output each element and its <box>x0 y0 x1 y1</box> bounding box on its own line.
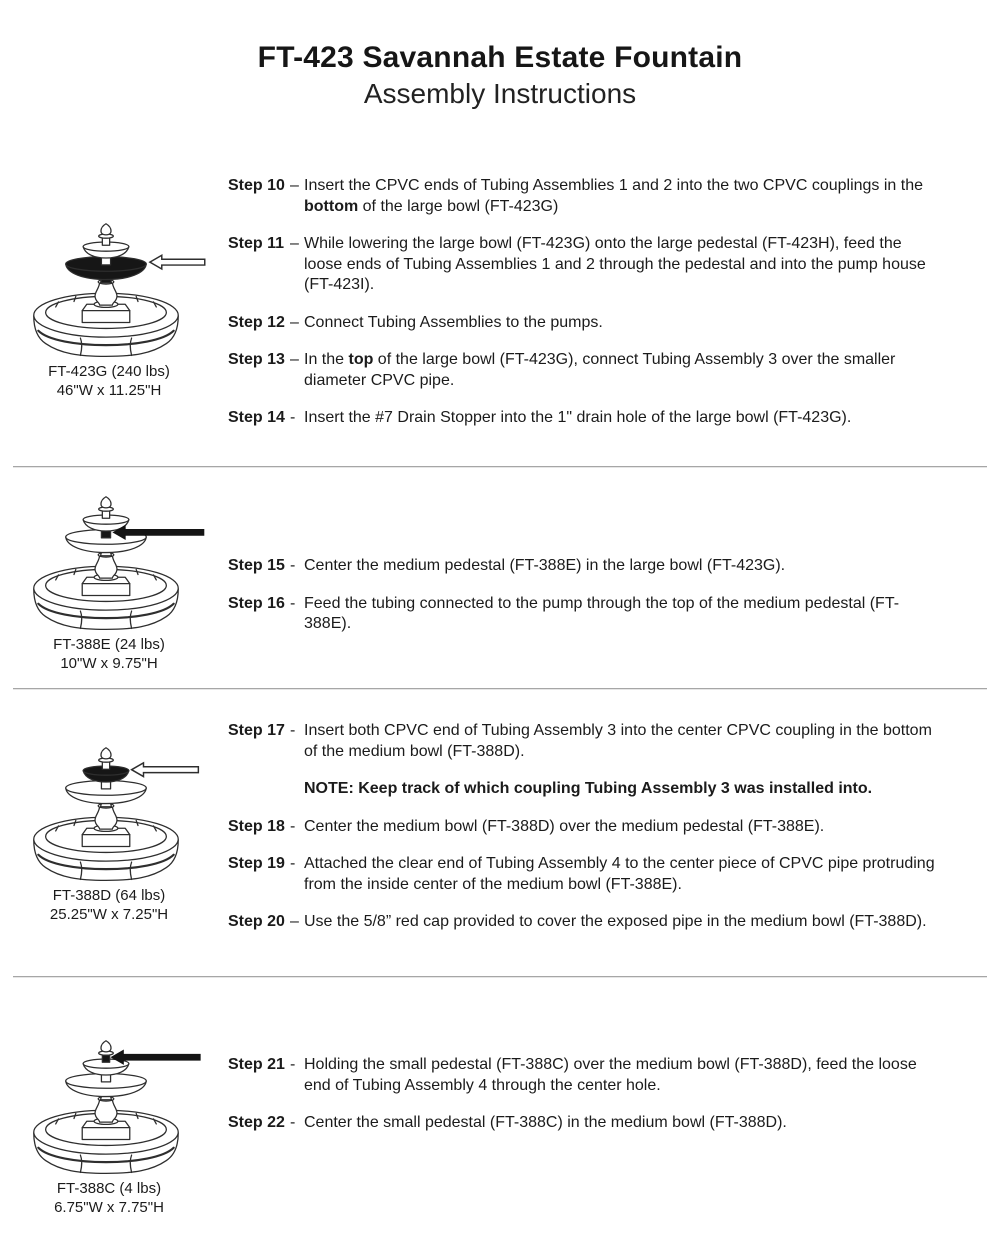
fountain-figure-ft388e <box>2 494 216 633</box>
figure-caption <box>48 362 170 400</box>
step-item <box>228 556 972 577</box>
steps-list <box>218 978 1000 1151</box>
page-title: FT-423 Savannah Estate Fountain <box>257 41 743 74</box>
fountain-figure-ft423g <box>2 221 216 360</box>
steps-list <box>218 176 1000 446</box>
fountain-illustration <box>28 745 216 884</box>
step-text: Center the small pedestal (FT-388C) in the medium bowl (FT-388D). <box>304 1114 787 1131</box>
figure-caption <box>50 886 168 924</box>
outline-left-arrow-icon <box>132 763 199 777</box>
step-text: Connect Tubing Assemblies to the pumps. <box>304 313 603 331</box>
step-item <box>228 854 972 895</box>
outline-left-arrow-icon <box>150 255 205 269</box>
step-label: Step 13 <box>228 351 285 368</box>
step-label: Step 19 <box>228 855 285 872</box>
step-dash: - <box>290 817 296 835</box>
step-text: Attached the clear end of Tubing Assembly 4 to the center piece of CPVC pipe protruding from the inside center of the medium bowl (FT-388E). <box>304 855 935 893</box>
finial-shape <box>99 497 114 511</box>
figure-part-number: FT-388D (64 lbs) <box>52 887 166 904</box>
figure-dimensions: 46"W x 11.25"H <box>56 382 162 399</box>
large-pedestal-shape <box>94 280 118 308</box>
step-item <box>228 234 972 296</box>
large-pedestal-shape <box>94 1097 118 1125</box>
step-label: Step 21 <box>228 1056 285 1073</box>
step-item <box>228 594 972 635</box>
finial-shape <box>99 1041 114 1055</box>
step-dash: – <box>290 351 299 368</box>
steps-list <box>218 468 1000 652</box>
step-dash: - <box>290 557 296 574</box>
large-pedestal-shape <box>94 553 118 581</box>
finial-shape <box>99 748 114 762</box>
page-header <box>0 0 1000 110</box>
figure-caption <box>54 1179 164 1217</box>
step-label: Step 11 <box>228 235 285 252</box>
assembly-section-4 <box>0 978 1000 1246</box>
assembly-section-2 <box>0 468 1000 688</box>
figure-dimensions: 25.25"W x 7.25"H <box>49 906 169 923</box>
step-item <box>228 817 972 838</box>
step-text: In the top of the large bowl (FT-423G), connect Tubing Assembly 3 over the smaller diameter CPVC pipe. <box>304 351 896 389</box>
step-dash: - <box>290 722 296 739</box>
step-item <box>228 408 972 429</box>
step-label: Step 20 <box>228 913 285 930</box>
step-dash: - <box>290 409 296 426</box>
figure-part-number: FT-388C (4 lbs) <box>56 1180 162 1197</box>
step-label: Step 10 <box>228 177 285 194</box>
step-text: NOTE: Keep track of which coupling Tubing Assembly 3 was installed into. <box>304 780 873 797</box>
step-item <box>228 912 972 933</box>
fountain-illustration <box>28 494 216 633</box>
figure-part-number: FT-423G (240 lbs) <box>48 363 170 380</box>
note-line <box>304 779 972 800</box>
step-item <box>228 721 972 762</box>
step-text: Use the 5/8” red cap provided to cover the exposed pipe in the medium bowl (FT-388D). <box>304 913 927 930</box>
step-text: Insert the #7 Drain Stopper into the 1" drain hole of the large bowl (FT-423G). <box>304 409 852 426</box>
step-label: Step 18 <box>228 817 285 835</box>
step-item <box>228 1055 972 1096</box>
step-dash: – <box>290 913 299 930</box>
step-label: Step 12 <box>228 313 285 331</box>
assembly-section-3 <box>0 690 1000 976</box>
figure-dimensions: 10"W x 9.75"H <box>60 655 158 672</box>
step-text: While lowering the large bowl (FT-423G) onto the large pedestal (FT-423H), feed the loose ends of Tubing Assemblies 1 and 2 through the pedestal and into the pump house (FT-423I). <box>304 235 926 293</box>
fountain-illustration <box>28 1038 216 1177</box>
step-text: Insert both CPVC end of Tubing Assembly 3 into the center CPVC coupling in the bottom of the medium bowl (FT-388D). <box>304 722 932 760</box>
step-dash: - <box>290 1056 296 1073</box>
step-dash: - <box>290 594 296 612</box>
step-label: Step 14 <box>228 409 285 426</box>
step-dash: – <box>290 235 299 252</box>
step-item <box>228 350 972 391</box>
step-text: Center the medium pedestal (FT-388E) in the large bowl (FT-423G). <box>304 557 786 574</box>
step-item <box>228 176 972 217</box>
figure-dimensions: 6.75"W x 7.75"H <box>54 1199 164 1216</box>
step-label: Step 15 <box>228 557 285 574</box>
step-item <box>228 313 972 334</box>
page-subtitle: Assembly Instructions <box>363 78 637 109</box>
finial-shape <box>99 224 114 238</box>
step-label: Step 22 <box>228 1114 285 1131</box>
steps-list <box>218 690 1000 950</box>
step-text: Insert the CPVC ends of Tubing Assemblies 1 and 2 into the two CPVC couplings in the bottom of the large bowl (FT-423G) <box>304 177 924 215</box>
step-dash: - <box>290 1114 296 1131</box>
figure-caption <box>53 635 165 673</box>
step-label: Step 16 <box>228 594 285 612</box>
step-dash: – <box>290 313 299 331</box>
step-item <box>228 1113 972 1134</box>
large-pedestal-shape <box>94 804 118 832</box>
step-text: Feed the tubing connected to the pump through the top of the medium pedestal (FT- 388E). <box>304 594 900 632</box>
fountain-figure-ft388c <box>2 1038 216 1177</box>
fountain-figure-ft388d <box>2 745 216 884</box>
assembly-section-1 <box>0 176 1000 466</box>
step-text: Center the medium bowl (FT-388D) over the medium pedestal (FT-388E). <box>304 817 825 835</box>
step-dash: – <box>290 177 299 194</box>
step-dash: - <box>290 855 296 872</box>
fountain-illustration <box>28 221 216 360</box>
step-text: Holding the small pedestal (FT-388C) over the medium bowl (FT-388D), feed the loose end of Tubing Assembly 4 through the center hole. <box>304 1056 917 1094</box>
figure-part-number: FT-388E (24 lbs) <box>53 636 165 653</box>
step-label: Step 17 <box>228 722 285 739</box>
